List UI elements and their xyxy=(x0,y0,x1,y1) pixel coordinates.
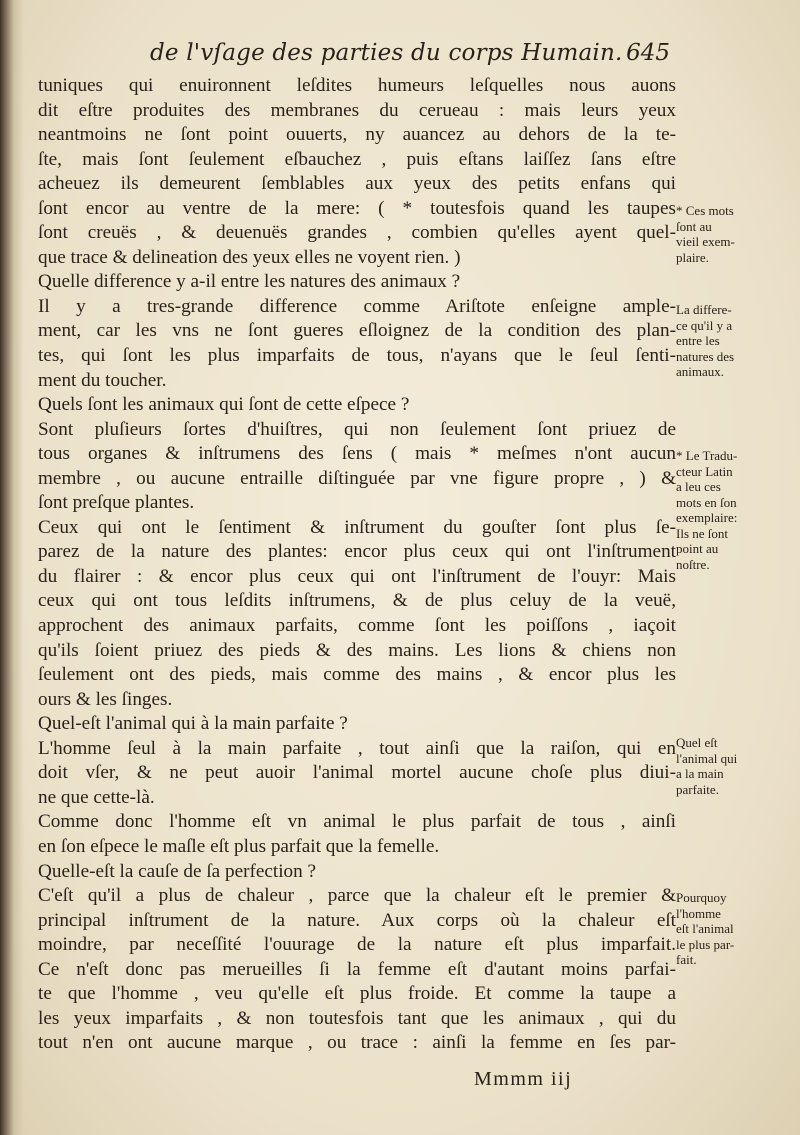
margin-note-line: l'homme xyxy=(676,905,721,921)
text-line: Il y a tres-grande difference comme Ariſtote enſeigne ample- xyxy=(38,295,676,317)
running-head: de l'vſage des parties du corps Humain. xyxy=(150,40,623,66)
text-line: tuniques qui enuironnent leſdites humeurs leſquelles nous auons xyxy=(38,75,676,96)
margin-note-line: natures des xyxy=(676,348,735,364)
text-line: Quels ſont les animaux qui ſont de cette eſpece ? xyxy=(38,394,410,416)
margin-note-line: animaux. xyxy=(676,364,725,379)
text-line: du flairer : & encor plus ceux qui ont l'inſtrument de l'ouyr: Mais xyxy=(38,565,676,587)
main-text xyxy=(38,74,676,1056)
text-line: membre , ou aucune entraille diſtinguée par vne figure propre , ) & xyxy=(38,467,676,489)
text-line: ſte, mais ſont ſeulement eſbauchez , puis eſtans laiſſez ſans eſtre xyxy=(38,148,676,170)
margin-note xyxy=(676,890,792,968)
margin-note-line: * Ces mots xyxy=(676,203,734,218)
text-line: Quelle-eſt la cauſe de ſa perfection ? xyxy=(38,860,317,882)
text-line: neantmoins ne ſont point ouuerts, ny auancez au dehors de la te- xyxy=(38,124,676,146)
margin-note-line: * Le Tradu- xyxy=(676,448,738,463)
margin-note xyxy=(676,448,792,572)
margin-note xyxy=(676,302,792,380)
margin-note-line: Pourquoy xyxy=(676,890,727,905)
text-line: Ce n'eſt donc pas merueilles ſi la femme eſt d'autant moins parfai- xyxy=(38,958,676,980)
margin-note-line: le plus par- xyxy=(676,936,735,952)
text-line: Quelle difference y a-il entre les natures des animaux ? xyxy=(38,271,461,293)
margin-note-line: parfaite. xyxy=(676,781,719,797)
text-line: C'eſt qu'il a plus de chaleur , parce que la chaleur eſt le premier & xyxy=(38,885,676,907)
text-line: te que l'homme , veu qu'elle eſt plus froide. Et comme la taupe a xyxy=(38,983,676,1005)
page-header xyxy=(130,40,670,70)
margin-note xyxy=(676,203,792,265)
margin-note-line: ce qu'il y a xyxy=(676,317,733,333)
text-line: tes, qui ſont les plus imparfaits de tous, n'ayans que le ſeul ſenti- xyxy=(38,345,676,367)
signature-mark: Mmmm iij xyxy=(474,1068,573,1090)
margin-note-line: vieil exem- xyxy=(676,234,735,249)
margin-note-line: a leu ces xyxy=(676,479,721,494)
margin-note-line: mots en ſon xyxy=(676,494,737,510)
margin-note-line: Ils ne ſont xyxy=(676,525,728,541)
text-line: ment, car les vns ne ſont gueres eſloignez de la condition des plan- xyxy=(38,320,676,342)
text-line: approchent des animaux parfaits, comme ſont les poiſſons , iaçoit xyxy=(38,615,676,637)
text-line: ceux qui ont tous leſdits inſtrumens, & de plus celuy de la veuë, xyxy=(38,590,676,612)
margin-note-line: a la main xyxy=(676,766,724,781)
text-line: ſont encor au ventre de la mere: ( * toutesfois quand les taupes xyxy=(38,197,676,219)
margin-note-line: La differe- xyxy=(676,302,732,317)
text-line: qu'ils ſoient priuez des pieds & des mains. Les lions & chiens non xyxy=(38,639,676,661)
margin-note-line: l'animal qui xyxy=(676,750,738,766)
text-line: en ſon eſpece le maſle eſt plus parfait que la femelle. xyxy=(38,835,440,857)
text-line: Quel-eſt l'animal qui à la main parfaite ? xyxy=(38,713,348,735)
text-line: que trace & delineation des yeux elles ne voyent rien. ) xyxy=(38,246,461,268)
margin-note-line: ſont au xyxy=(676,218,712,234)
page-gutter xyxy=(0,0,24,1135)
text-line: Ceux qui ont le ſentiment & inſtrument du gouſter ſont plus ſe- xyxy=(38,516,676,538)
text-line: tout n'en ont aucune marque , ou trace : ainſi la femme en ſes par- xyxy=(38,1032,676,1054)
margin-note-line: cteur Latin xyxy=(676,463,733,479)
text-line: ſeulement ont des pieds, mais comme des mains , & encor plus les xyxy=(38,664,676,686)
margin-note-line: point au xyxy=(676,541,719,556)
text-line: Sont pluſieurs ſortes d'huiſtres, qui non ſeulement ſont priuez de xyxy=(38,418,676,440)
margin-note xyxy=(676,735,792,797)
text-line: moindre, par neceſſité l'ouurage de la nature eſt plus imparfait. xyxy=(38,934,676,956)
text-line: ment du toucher. xyxy=(38,369,167,391)
margin-note-line: noſtre. xyxy=(676,556,710,572)
text-line: acheuez ils demeurent ſemblables aux yeux des petits enfans qui xyxy=(38,173,676,195)
text-line: Comme donc l'homme eſt vn animal le plus parfait de tous , ainſi xyxy=(38,811,676,833)
text-line: principal inſtrument de la nature. Aux corps où la chaleur eſt xyxy=(38,909,676,931)
text-line: ne que cette-là. xyxy=(38,786,155,808)
text-line: dit eſtre produites des membranes du cerueau : mais leurs yeux xyxy=(38,99,676,121)
text-line: les yeux imparfaits , & non toutesfois tant que les animaux , qui du xyxy=(38,1007,676,1029)
margin-note-line: eſt l'animal xyxy=(676,921,734,936)
text-line: doit vſer, & ne peut auoir l'animal mortel aucune choſe plus diui- xyxy=(38,762,676,784)
text-line: ſont creuës , & deuenuës grandes , combien qu'elles ayent quel- xyxy=(38,222,676,244)
margin-note-line: Quel eſt xyxy=(676,735,718,750)
margin-note-line: plaire. xyxy=(676,249,709,265)
text-line: L'homme ſeul à la main parfaite , tout ainſi que la raiſon, qui en xyxy=(38,737,676,759)
margin-note-line: entre les xyxy=(676,333,720,348)
page-number: 645 xyxy=(626,40,670,66)
text-line: ours & les ſinges. xyxy=(38,688,173,710)
text-line: tous organes & inſtrumens des ſens ( mais * meſmes n'ont aucun xyxy=(38,443,676,465)
text-line: parez de la nature des plantes: encor plus ceux qui ont l'inſtrument xyxy=(38,541,676,563)
text-line: ſont preſque plantes. xyxy=(38,492,195,514)
margin-note-line: exemplaire: xyxy=(676,510,738,525)
margin-note-line: fait. xyxy=(676,952,697,967)
